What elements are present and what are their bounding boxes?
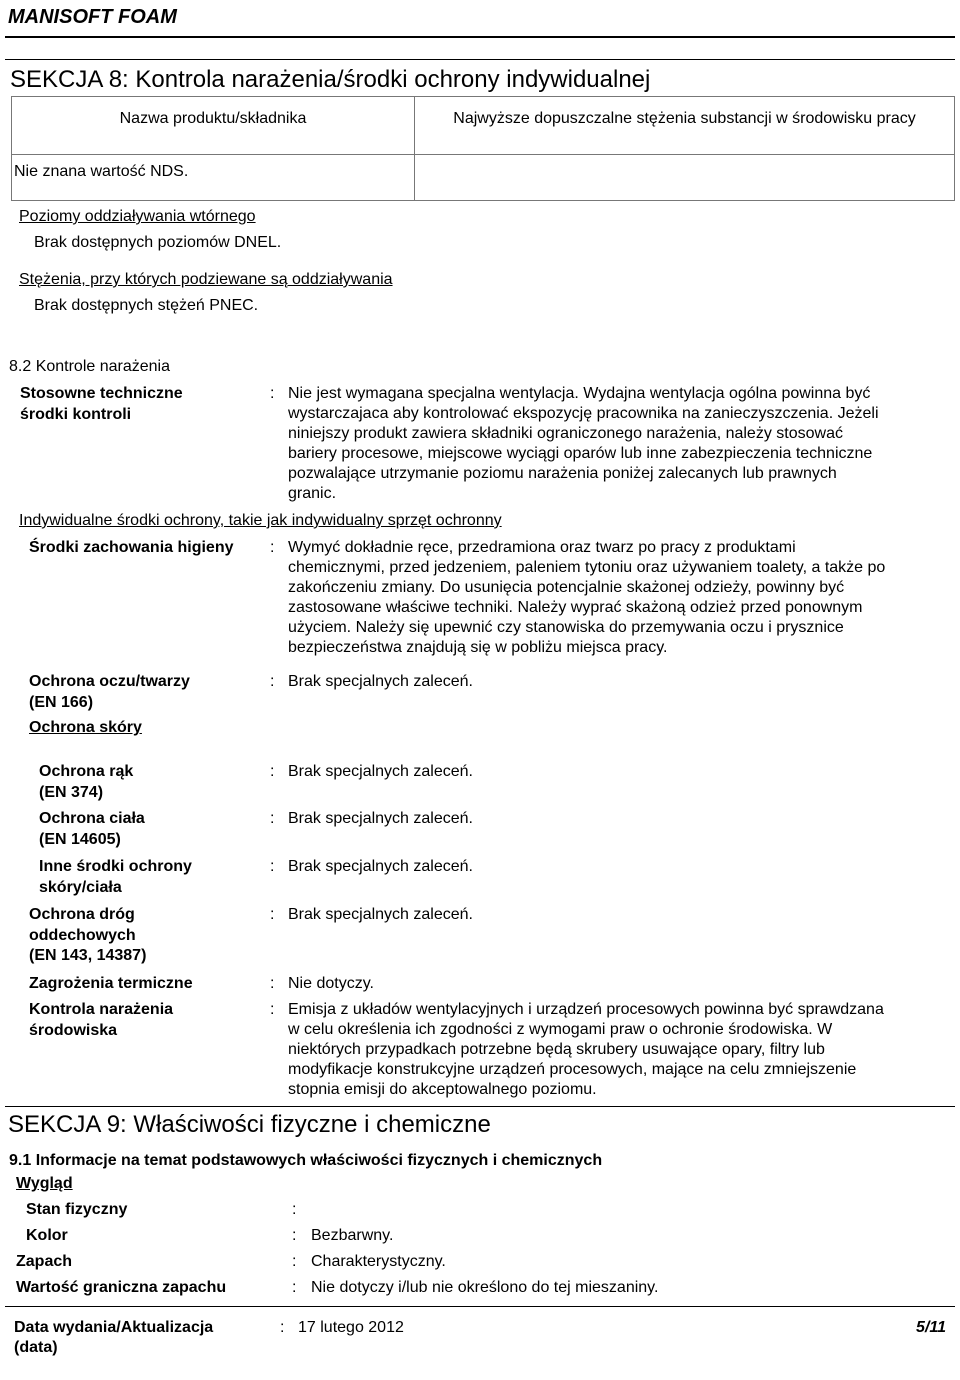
engineering-controls-colon: : — [270, 385, 275, 402]
color-colon: : — [292, 1227, 297, 1244]
environmental-controls-label-line: Kontrola narażenia — [29, 1001, 174, 1018]
section9-top-divider — [5, 1106, 955, 1107]
header-divider — [5, 36, 955, 38]
issue-date-label — [14, 1318, 213, 1358]
eye-protection-colon: : — [270, 673, 275, 690]
issue-date-value: 17 lutego 2012 — [298, 1319, 404, 1336]
physical-state-colon: : — [292, 1201, 297, 1218]
body-protection-colon: : — [270, 810, 275, 827]
color-label: Kolor — [26, 1227, 68, 1244]
odor-colon: : — [292, 1253, 297, 1270]
skin-protection-heading: Ochrona skóry — [29, 719, 142, 736]
respiratory-protection-label-line: (EN 143, 14387) — [29, 947, 147, 964]
hand-protection-label-line: (EN 374) — [39, 783, 104, 801]
engineering-controls-label-line: Stosowne techniczne — [20, 385, 183, 402]
hygiene-value — [288, 538, 885, 658]
text-line: zakończeniu zmiany. Do usunięcia potencjalnie skażonej odzieży, powinny być — [288, 579, 845, 596]
table-header-product: Nazwa produktu/składnika — [12, 97, 415, 155]
subsection-91-title: 9.1 Informacje na temat podstawowych właściwości fizycznych i chemicznych — [9, 1152, 603, 1169]
body-protection-label — [39, 809, 145, 850]
footer-divider — [5, 1306, 955, 1307]
other-skin-protection-value: Brak specjalnych zaleceń. — [288, 858, 473, 875]
body-protection-value: Brak specjalnych zaleceń. — [288, 810, 473, 827]
other-skin-protection-label-line: skóry/ciała — [39, 878, 122, 896]
text-line: granic. — [288, 485, 337, 502]
respiratory-protection-label-line: Ochrona dróg — [29, 906, 135, 923]
odor-value: Charakterystyczny. — [311, 1253, 446, 1270]
text-line: zastosowane właściwe techniki. Należy wyprać skażoną odzież przed ponownym — [288, 599, 863, 616]
eye-protection-label — [29, 672, 190, 713]
environmental-controls-label-line: środowiska — [29, 1021, 118, 1039]
odor-threshold-label: Wartość graniczna zapachu — [16, 1279, 227, 1296]
section8-title: SEKCJA 8: Kontrola narażenia/środki ochrony indywidualnej — [10, 66, 651, 93]
eye-protection-value: Brak specjalnych zaleceń. — [288, 673, 473, 690]
engineering-controls-label-line: środki kontroli — [20, 405, 132, 423]
hygiene-colon: : — [270, 539, 275, 556]
text-line: pozwalające utrzymanie poziomu narażenia poniżej zalecanych lub prawnych — [288, 465, 837, 482]
eye-protection-label-line: (EN 166) — [29, 693, 94, 711]
text-line: chemicznymi, przed jedzeniem, paleniem tytoniu oraz używaniem toalety, a także po — [288, 559, 886, 576]
issue-date-colon: : — [280, 1319, 285, 1336]
engineering-controls-value — [288, 384, 879, 504]
color-value: Bezbarwny. — [311, 1227, 394, 1244]
section8-top-divider — [5, 59, 955, 60]
appearance-heading: Wygląd — [16, 1175, 73, 1192]
hand-protection-value: Brak specjalnych zaleceń. — [288, 763, 473, 780]
ppe-heading: Indywidualne środki ochrony, takie jak indywidualny sprzęt ochronny — [19, 512, 502, 529]
respiratory-protection-label — [29, 905, 146, 967]
environmental-controls-label — [29, 1000, 173, 1041]
other-skin-protection-label-line: Inne środki ochrony — [39, 858, 192, 875]
environmental-controls-value — [288, 1000, 884, 1100]
table-cell-product: Nie znana wartość NDS. — [12, 155, 415, 201]
body-protection-label-line: (EN 14605) — [39, 830, 121, 848]
odor-label: Zapach — [16, 1253, 73, 1270]
text-line: bezpieczeństwa znajdują się w pobliżu miejsca pracy. — [288, 639, 668, 656]
issue-date-label-line: Data wydania/Aktualizacja — [14, 1319, 214, 1336]
text-line: stopnia emisji do akceptowalnego poziomu. — [288, 1081, 597, 1098]
engineering-controls-label — [20, 384, 183, 425]
text-line: Emisja z układów wentylacyjnych i urządzeń procesowych powinna być sprawdzana — [288, 1001, 884, 1018]
table-row — [12, 155, 955, 201]
respiratory-protection-colon: : — [270, 906, 275, 923]
body-protection-label-line: Ochrona ciała — [39, 810, 145, 827]
thermal-hazards-value: Nie dotyczy. — [288, 975, 374, 992]
other-skin-protection-label — [39, 857, 192, 898]
text-line: niektórych przypadkach potrzebne będą skrubery usuwające opary, filtry lub — [288, 1041, 825, 1058]
other-skin-protection-colon: : — [270, 858, 275, 875]
product-brand-title: MANISOFT FOAM — [8, 6, 177, 28]
thermal-hazards-colon: : — [270, 975, 275, 992]
text-line: modyfikacje konstrukcyjne urządzeń procesowych, mające na celu zmniejszenie — [288, 1061, 857, 1078]
section9-title: SEKCJA 9: Właściwości fizyczne i chemiczne — [8, 1111, 491, 1138]
subsection-82-title: 8.2 Kontrole narażenia — [9, 358, 170, 375]
text-line: użyciem. Należy się upewnić czy stanowiska do przemywania oczu i prysznice — [288, 619, 844, 636]
table-cell-limit — [415, 155, 955, 201]
respiratory-protection-value: Brak specjalnych zaleceń. — [288, 906, 473, 923]
pnec-heading: Stężenia, przy których podziewane są oddziaływania — [19, 271, 393, 288]
page-number: 5/11 — [916, 1319, 946, 1336]
eye-protection-label-line: Ochrona oczu/twarzy — [29, 673, 190, 690]
hygiene-label: Środki zachowania higieny — [29, 539, 234, 556]
text-line: niniejszy produkt zawiera składniki ograniczonego narażenia, należy stosować — [288, 425, 843, 442]
issue-date-label-line: (data) — [14, 1339, 58, 1356]
hand-protection-label-line: Ochrona rąk — [39, 763, 134, 780]
table-header-row — [12, 97, 955, 155]
text-line: bariery procesowe, miejscowe wyciągi oparów lub inne zabezpieczenia techniczne — [288, 445, 873, 462]
pnec-text: Brak dostępnych stężeń PNEC. — [34, 297, 259, 314]
thermal-hazards-label: Zagrożenia termiczne — [29, 975, 193, 992]
dnel-text: Brak dostępnych poziomów DNEL. — [34, 234, 282, 251]
table-header-limit: Najwyższe dopuszczalne stężenia substancji w środowisku pracy — [415, 97, 955, 155]
physical-state-label: Stan fizyczny — [26, 1201, 128, 1218]
text-line: w celu określenia ich zgodności z wymogami praw o ochronie środowiska. W — [288, 1021, 833, 1038]
text-line: wystarczajaca aby kontrolować ekspozycję pracownika na zanieczyszczenia. Jeżeli — [288, 405, 879, 422]
exposure-limits-table — [11, 96, 955, 201]
environmental-controls-colon: : — [270, 1001, 275, 1018]
hand-protection-colon: : — [270, 763, 275, 780]
odor-threshold-colon: : — [292, 1279, 297, 1296]
text-line: Nie jest wymagana specjalna wentylacja. Wydajna wentylacja ogólna powinna być — [288, 385, 871, 402]
dnel-heading: Poziomy oddziaływania wtórnego — [19, 208, 256, 225]
hand-protection-label — [39, 762, 133, 803]
respiratory-protection-label-line: oddechowych — [29, 926, 136, 944]
odor-threshold-value: Nie dotyczy i/lub nie określono do tej mieszaniny. — [311, 1279, 659, 1296]
text-line: Wymyć dokładnie ręce, przedramiona oraz twarz po pracy z produktami — [288, 539, 796, 556]
